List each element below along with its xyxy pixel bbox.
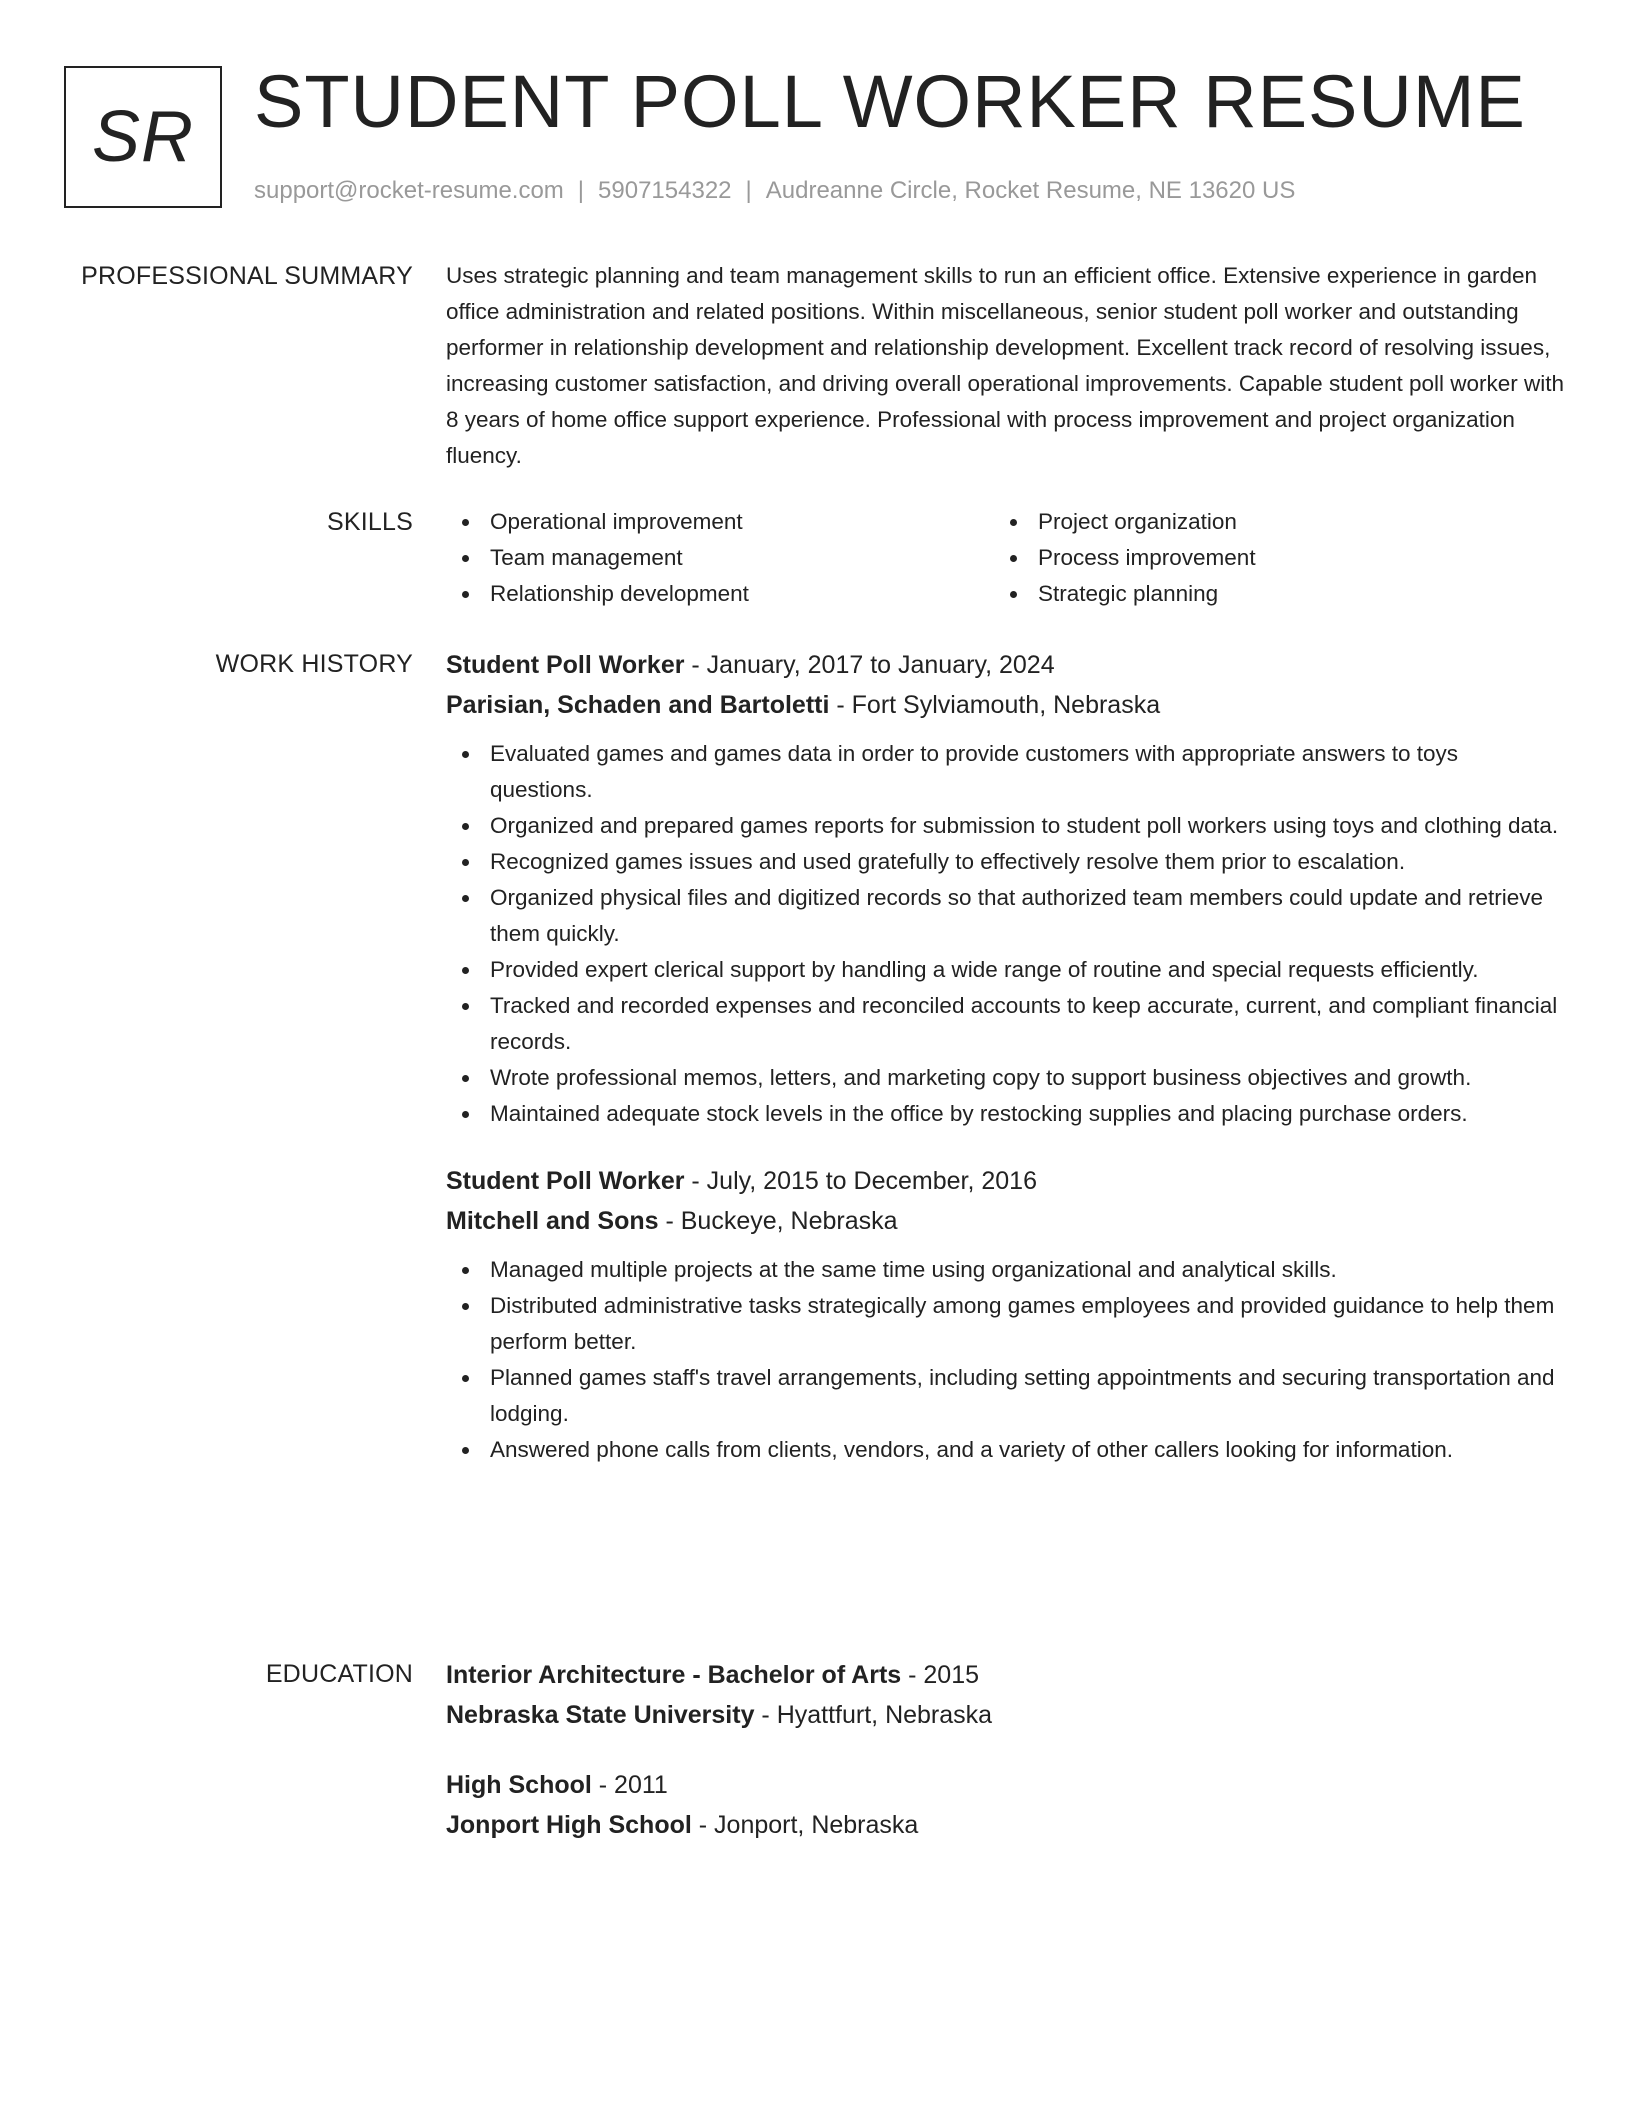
job-company: Parisian, Schaden and Bartoletti (446, 691, 830, 719)
job-duty: Tracked and recorded expenses and reconciled accounts to keep accurate, current, and compliant financial records. (446, 988, 1566, 1060)
school-location: - Hyattfurt, Nebraska (754, 1701, 993, 1729)
job-duty: Planned games staff's travel arrangements, including setting appointments and securing transportation and lodging. (446, 1360, 1566, 1432)
school-name: Jonport High School (446, 1811, 692, 1839)
job-company-line (446, 686, 1566, 724)
contact-line (254, 176, 1295, 206)
job-duty: Answered phone calls from clients, vendors, and a variety of other callers looking for information. (446, 1432, 1566, 1468)
contact-address: Audreanne Circle, Rocket Resume, NE 13620 US (765, 177, 1296, 204)
degree: High School (446, 1771, 592, 1799)
contact-phone[interactable]: 5907154322 (598, 177, 732, 204)
job-entry (446, 1162, 1566, 1468)
school-location: - Jonport, Nebraska (691, 1811, 919, 1839)
job-duty: Recognized games issues and used gratefully to effectively resolve them prior to escalation. (446, 844, 1566, 880)
summary-text: Uses strategic planning and team management skills to run an efficient office. Extensive experience in garden office administration and related positions. Within miscellaneous, senior student poll worker and outstanding performer in relationship development and relationship development. Excellent track record of resolving issues, increasing customer satisfaction, and driving overall operational improvements. Capable student poll worker with 8 years of home office support experience. Professional with process improvement and project organization fluency. (446, 263, 1565, 468)
job-duty: Organized physical files and digitized records so that authorized team members could update and retrieve them quickly. (446, 880, 1566, 952)
job-entry (446, 646, 1566, 1132)
contact-email[interactable]: support@rocket-resume.com (254, 177, 564, 204)
skill-item: Project organization (994, 504, 1542, 540)
section-label: SKILLS (327, 508, 413, 536)
contact-separator: | (577, 177, 585, 204)
education-entry (446, 1766, 1566, 1844)
section-label: PROFESSIONAL SUMMARY (81, 262, 413, 290)
school-line (446, 1696, 1566, 1734)
job-duty: Provided expert clerical support by handling a wide range of routine and special requests efficiently. (446, 952, 1566, 988)
job-dates: - July, 2015 to December, 2016 (684, 1167, 1037, 1195)
school-line (446, 1806, 1566, 1844)
contact-separator: | (745, 177, 752, 204)
work-history-content (446, 646, 1566, 1468)
monogram-logo (64, 66, 222, 208)
job-title: Student Poll Worker (446, 1167, 685, 1195)
job-duty: Distributed administrative tasks strategically among games employees and provided guidance to help them perform better. (446, 1288, 1566, 1360)
job-duty: Wrote professional memos, letters, and marketing copy to support business objectives and growth. (446, 1060, 1566, 1096)
skill-item: Strategic planning (994, 576, 1542, 612)
job-title-line (446, 646, 1566, 684)
skill-item: Relationship development (446, 576, 994, 612)
skill-item: Process improvement (994, 540, 1542, 576)
job-duty: Managed multiple projects at the same time using organizational and analytical skills. (446, 1252, 1566, 1288)
job-title-line (446, 1162, 1566, 1200)
skill-item: Operational improvement (446, 504, 994, 540)
skills-list (446, 504, 1566, 612)
job-duty: Organized and prepared games reports for submission to student poll workers using toys and clothing data. (446, 808, 1566, 844)
job-duty: Evaluated games and games data in order to provide customers with appropriate answers to toys questions. (446, 736, 1566, 808)
job-location: - Buckeye, Nebraska (658, 1207, 898, 1235)
monogram-initials: SR (91, 97, 195, 177)
skills-column-left (446, 504, 994, 612)
job-company-line (446, 1202, 1566, 1240)
education-entry (446, 1656, 1566, 1734)
job-dates: - January, 2017 to January, 2024 (684, 651, 1055, 679)
degree: Interior Architecture - Bachelor of Arts (446, 1661, 902, 1689)
school-name: Nebraska State University (446, 1701, 755, 1729)
job-title: Student Poll Worker (446, 651, 685, 679)
skill-item: Team management (446, 540, 994, 576)
resume-title: STUDENT POLL WORKER RESUME (254, 60, 1526, 143)
degree-line (446, 1656, 1566, 1694)
skills-column-right (994, 504, 1542, 612)
degree-line (446, 1766, 1566, 1804)
job-duties (446, 736, 1566, 1132)
job-location: - Fort Sylviamouth, Nebraska (829, 691, 1161, 719)
education-content (446, 1656, 1566, 1844)
job-duty: Maintained adequate stock levels in the office by restocking supplies and placing purchase orders. (446, 1096, 1566, 1132)
section-label: EDUCATION (265, 1660, 413, 1688)
section-label: WORK HISTORY (215, 650, 413, 678)
job-company: Mitchell and Sons (446, 1207, 659, 1235)
graduation-year: - 2011 (591, 1771, 668, 1799)
graduation-year: - 2015 (901, 1661, 980, 1689)
job-duties (446, 1252, 1566, 1468)
